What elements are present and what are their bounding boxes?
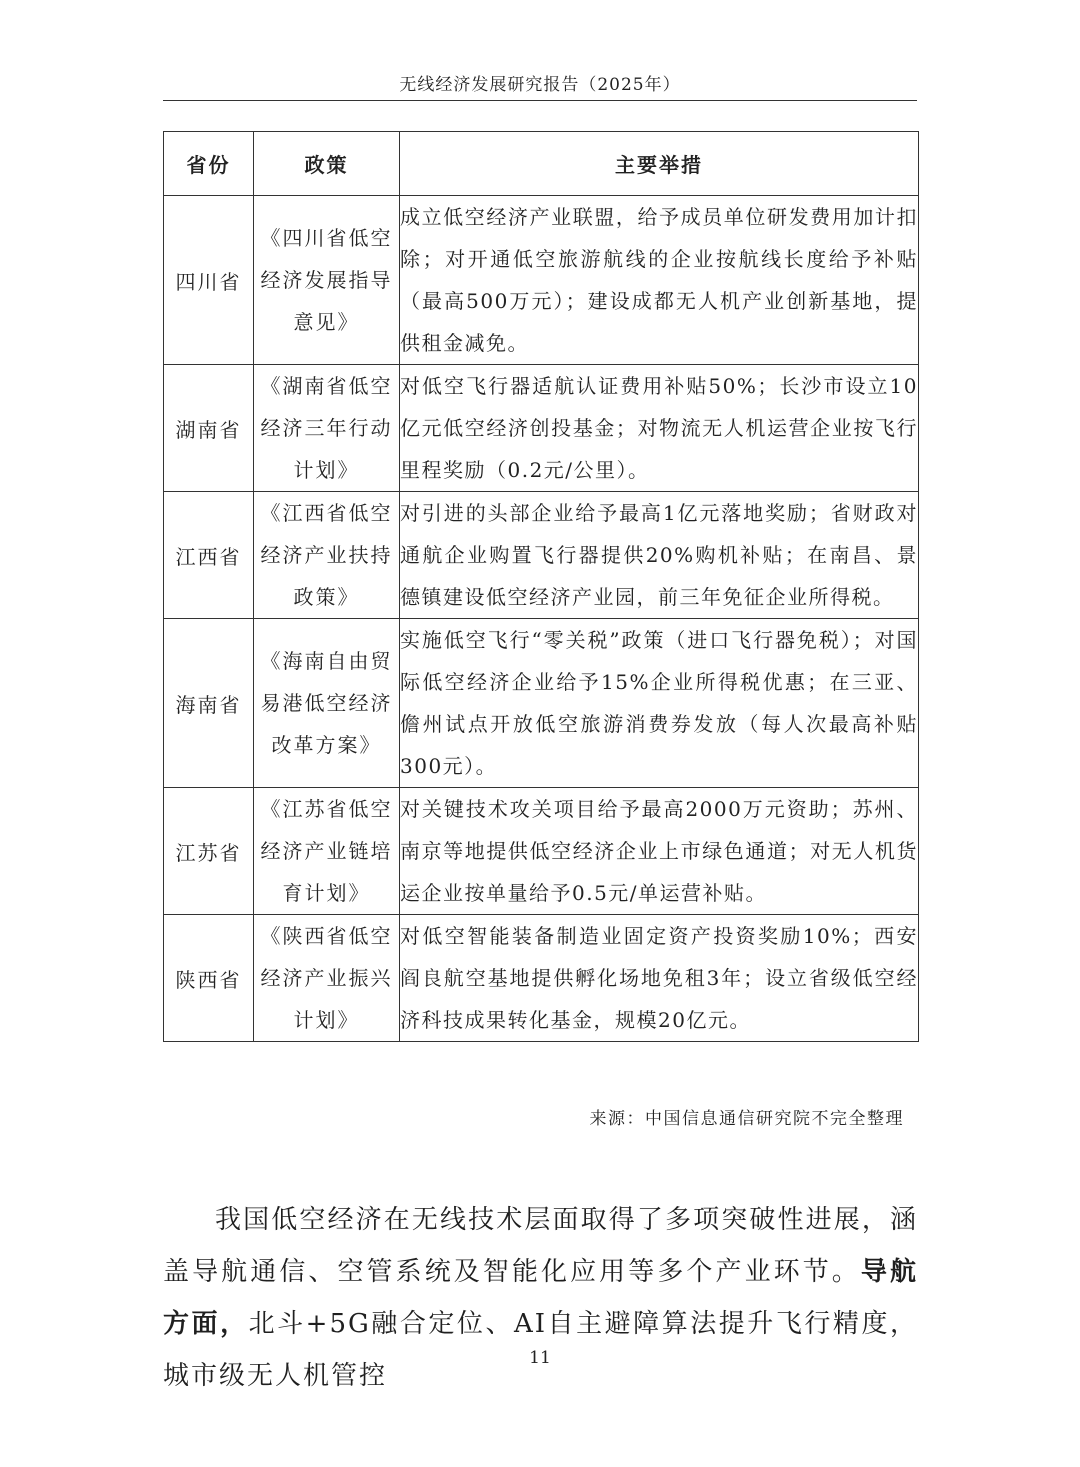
column-header-measures: 主要举措 [400,132,919,196]
report-header-title: 无线经济发展研究报告（2025年） [399,75,681,95]
body-paragraph [163,1194,918,1402]
province-cell: 四川省 [164,196,254,365]
page-number: 11 [529,1348,551,1368]
body-text-bold-heading: 导航方面， [163,1257,918,1339]
policy-cell: 《陕西省低空经济产业振兴计划》 [254,915,400,1042]
table-header-row [164,132,919,196]
table-row [164,365,919,492]
province-cell: 陕西省 [164,915,254,1042]
province-cell: 江西省 [164,492,254,619]
column-header-province: 省份 [164,132,254,196]
measures-cell: 实施低空飞行“零关税”政策（进口飞行器免税）；对国际低空经济企业给予15%企业所得税优惠；在三亚、儋州试点开放低空旅游消费券发放（每人次最高补贴300元）。 [400,619,919,788]
table-row [164,788,919,915]
table-source-note: 来源：中国信息通信研究院不完全整理 [589,1109,904,1129]
measures-cell: 对低空飞行器适航认证费用补贴50%；长沙市设立10亿元低空经济创投基金；对物流无人机运营企业按飞行里程奖励（0.2元/公里）。 [400,365,919,492]
province-cell: 江苏省 [164,788,254,915]
table-row [164,915,919,1042]
policy-cell: 《四川省低空经济发展指导意见》 [254,196,400,365]
body-text-intro: 我国低空经济在无线技术层面取得了多项突破性进展，涵盖导航通信、空管系统及智能化应用等多个产业环节。 [163,1205,918,1287]
table-row [164,619,919,788]
policy-cell: 《海南自由贸易港低空经济改革方案》 [254,619,400,788]
measures-cell: 对关键技术攻关项目给予最高2000万元资助；苏州、南京等地提供低空经济企业上市绿色通道；对无人机货运企业按单量给予0.5元/单运营补贴。 [400,788,919,915]
policy-cell: 《湖南省低空经济三年行动计划》 [254,365,400,492]
table-row [164,492,919,619]
table-row [164,196,919,365]
policy-cell: 《江苏省低空经济产业链培育计划》 [254,788,400,915]
policy-table [163,131,919,1042]
header-divider [163,100,917,101]
province-cell: 海南省 [164,619,254,788]
measures-cell: 对引进的头部企业给予最高1亿元落地奖励；省财政对通航企业购置飞行器提供20%购机补贴；在南昌、景德镇建设低空经济产业园，前三年免征企业所得税。 [400,492,919,619]
measures-cell: 成立低空经济产业联盟，给予成员单位研发费用加计扣除；对开通低空旅游航线的企业按航线长度给予补贴（最高500万元）；建设成都无人机产业创新基地，提供租金减免。 [400,196,919,365]
measures-cell: 对低空智能装备制造业固定资产投资奖励10%；西安阎良航空基地提供孵化场地免租3年；设立省级低空经济科技成果转化基金，规模20亿元。 [400,915,919,1042]
policy-cell: 《江西省低空经济产业扶持政策》 [254,492,400,619]
province-cell: 湖南省 [164,365,254,492]
body-text-continuation: 北斗+5G融合定位、AI自主避障算法提升飞行精度，城市级无人机管控 [163,1309,918,1391]
column-header-policy: 政策 [254,132,400,196]
